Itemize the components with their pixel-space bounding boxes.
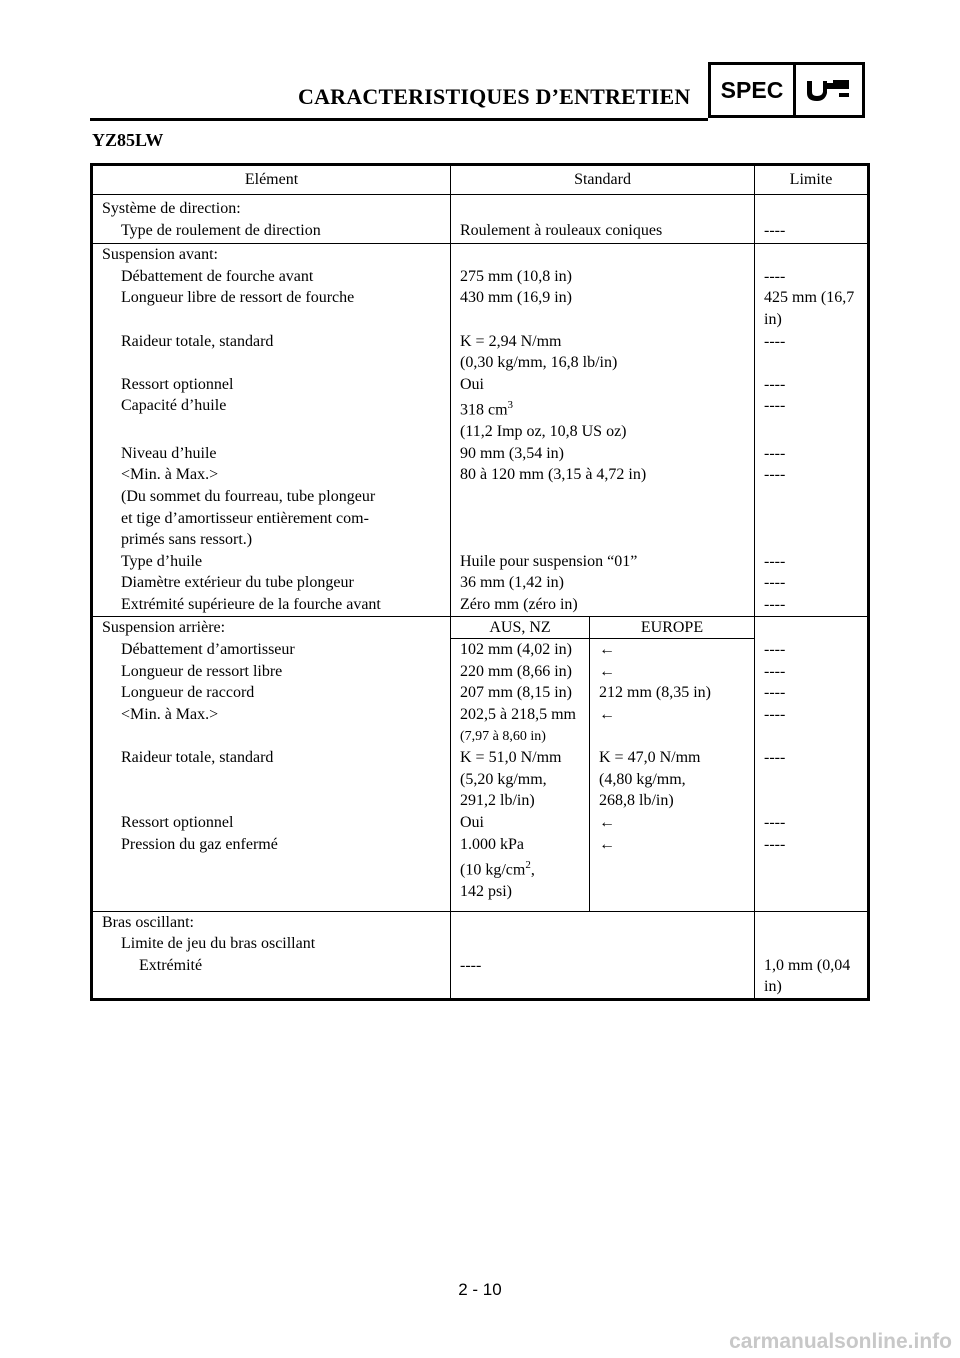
row-value-aus-nz: 220 mm (8,66 in): [451, 661, 590, 683]
row-label: Débattement d’amortisseur: [92, 639, 451, 661]
row-label: Extrémité supérieure de la fourche avant: [92, 594, 451, 616]
spec-badge: [708, 62, 865, 118]
table-row: [92, 572, 869, 594]
row-label: Limite de jeu du bras oscillant: [92, 933, 451, 955]
row-value-europe: ←: [590, 812, 755, 834]
table-row: [92, 639, 869, 661]
page-number: 2 - 10: [458, 1280, 502, 1299]
row-value-aus-nz: [451, 747, 590, 812]
row-standard: 80 à 120 mm (3,15 à 4,72 in): [451, 464, 755, 550]
table-row: [92, 244, 869, 266]
standard-line: 318 $cm^3$: [460, 399, 514, 419]
row-value-europe: 212 mm (8,35 in): [590, 682, 755, 704]
row-value-aus-nz: Oui: [451, 812, 590, 834]
standard-line: K = 2,94 N/mm: [460, 332, 562, 350]
value-line: 268,8 lb/in): [599, 792, 674, 810]
section-heading-swingarm: Bras oscillant:: [92, 911, 451, 933]
table-row: [92, 955, 869, 1000]
label-line: primés sans ressort.): [121, 531, 253, 549]
row-label: Longueur libre de ressort de fourche: [92, 287, 451, 330]
row-standard: Roulement à rouleaux coniques: [451, 220, 755, 244]
column-header-element: Elément: [92, 165, 451, 195]
row-limit: 425 mm (16,7 in): [764, 289, 855, 328]
row-label: Diamètre extérieur du tube plongeur: [92, 572, 451, 594]
row-limit: ----: [764, 332, 786, 350]
header-rule: [90, 118, 708, 121]
value-line: 202,5 à 218,5 mm: [460, 705, 576, 723]
row-standard: ----: [451, 955, 755, 1000]
row-label: Raideur totale, standard: [92, 331, 451, 374]
row-limit: 1,0 mm (0,04 in): [764, 956, 851, 996]
row-label: Longueur de ressort libre: [92, 661, 451, 683]
row-standard: 36 mm (1,42 in): [451, 572, 755, 594]
row-limit: ----: [764, 662, 786, 680]
value-line: (5,20 kg/mm,: [460, 770, 547, 788]
table-header-row: [92, 165, 869, 195]
label-line: (Du sommet du fourreau, tube plongeur: [121, 488, 376, 506]
label-line: <Min. à Max.>: [121, 466, 219, 484]
table-row: [92, 911, 869, 933]
table-row: [92, 747, 869, 812]
standard-line: (0,30 kg/mm, 16,8 lb/in): [460, 354, 618, 372]
section-heading-steering: Système de direction:: [92, 195, 451, 220]
value-line: K = 51,0 N/mm: [460, 749, 562, 767]
row-label: Pression du gaz enfermé: [92, 834, 451, 912]
row-limit: ----: [764, 596, 786, 614]
watermark: carmanualsonline.info: [729, 1330, 952, 1353]
label-line: et tige d’amortisseur entièrement com-: [121, 509, 369, 527]
value-line: (7,97 à 8,60 in): [460, 728, 546, 744]
value-line: K = 47,0 N/mm: [599, 749, 701, 767]
row-limit: ----: [764, 444, 786, 462]
row-value-aus-nz: 207 mm (8,15 in): [451, 682, 590, 704]
row-value-europe: ←: [590, 834, 755, 912]
row-standard: 90 mm (3,54 in): [451, 443, 755, 465]
row-value-europe: ←: [590, 704, 755, 747]
row-limit: ----: [764, 552, 786, 570]
column-header-standard: Standard: [451, 165, 755, 195]
model-name: YZ85LW: [92, 130, 164, 150]
row-limit: ----: [764, 640, 786, 658]
page-title: CARACTERISTIQUES D’ENTRETIEN: [298, 84, 691, 109]
row-limit: ----: [764, 397, 786, 415]
table-row: [92, 682, 869, 704]
row-limit: ----: [764, 813, 786, 831]
row-limit: ----: [764, 684, 786, 702]
value-line: 291,2 lb/in): [460, 792, 535, 810]
table-row: [92, 443, 869, 465]
table-row: [92, 395, 869, 443]
row-label: Niveau d’huile: [92, 443, 451, 465]
subheader-europe: EUROPE: [590, 616, 755, 639]
table-row: [92, 933, 869, 955]
wrench-icon: [796, 65, 862, 115]
row-value-europe: ←: [590, 639, 755, 661]
row-limit: ----: [764, 466, 786, 484]
table-row: [92, 266, 869, 288]
row-limit: ----: [764, 705, 786, 723]
row-standard: Oui: [451, 374, 755, 396]
row-label: <Min. à Max.>: [92, 704, 451, 747]
standard-line: (11,2 Imp oz, 10,8 US oz): [460, 423, 627, 441]
table-row: [92, 464, 869, 550]
row-standard: Huile pour suspension “01”: [451, 551, 755, 573]
row-standard: Zéro mm (zéro in): [451, 594, 755, 616]
row-label: Ressort optionnel: [92, 812, 451, 834]
row-limit: ----: [764, 267, 786, 285]
row-limit: ----: [764, 835, 786, 853]
row-limit: ----: [764, 221, 786, 239]
section-heading-front: Suspension avant:: [92, 244, 451, 266]
table-row: [92, 661, 869, 683]
spec-table: [90, 163, 870, 1001]
table-row: [92, 551, 869, 573]
row-label: [92, 464, 451, 550]
row-limit: ----: [764, 749, 786, 767]
table-row: [92, 331, 869, 374]
value-line: (4,80 kg/mm,: [599, 770, 686, 788]
row-value-europe: [590, 747, 755, 812]
row-value-aus-nz: 102 mm (4,02 in): [451, 639, 590, 661]
subheader-aus-nz: AUS, NZ: [451, 616, 590, 639]
row-standard: 430 mm (16,9 in): [451, 287, 755, 330]
row-value-europe: ←: [590, 661, 755, 683]
table-row: [92, 287, 869, 330]
row-label: Type de roulement de direction: [92, 220, 451, 244]
row-limit: ----: [764, 375, 786, 393]
table-row: [92, 812, 869, 834]
row-limit: ----: [764, 574, 786, 592]
row-label: Extrémité: [92, 955, 451, 1000]
table-row: [92, 195, 869, 220]
row-value-aus-nz: [451, 834, 590, 912]
table-row: [92, 616, 869, 639]
row-standard: 275 mm (10,8 in): [451, 266, 755, 288]
spec-label: SPEC: [711, 65, 796, 115]
row-label: Type d’huile: [92, 551, 451, 573]
section-heading-rear: Suspension arrière:: [92, 616, 451, 639]
column-header-limit: Limite: [755, 165, 869, 195]
row-label: Raideur totale, standard: [92, 747, 451, 812]
row-label: Ressort optionnel: [92, 374, 451, 396]
table-row: [92, 374, 869, 396]
row-standard: [451, 395, 755, 443]
row-value-aus-nz: [451, 704, 590, 747]
row-standard: [451, 331, 755, 374]
row-label: Débattement de fourche avant: [92, 266, 451, 288]
table-row: [92, 594, 869, 616]
value-line: 1.000 kPa: [460, 835, 524, 853]
row-label: Longueur de raccord: [92, 682, 451, 704]
value-line: 142 psi): [460, 883, 512, 901]
table-row: [92, 834, 869, 912]
row-label: Capacité d’huile: [92, 395, 451, 443]
table-row: [92, 220, 869, 244]
value-line: (10 $kg/cm^2$,: [460, 859, 535, 879]
table-row: [92, 704, 869, 747]
